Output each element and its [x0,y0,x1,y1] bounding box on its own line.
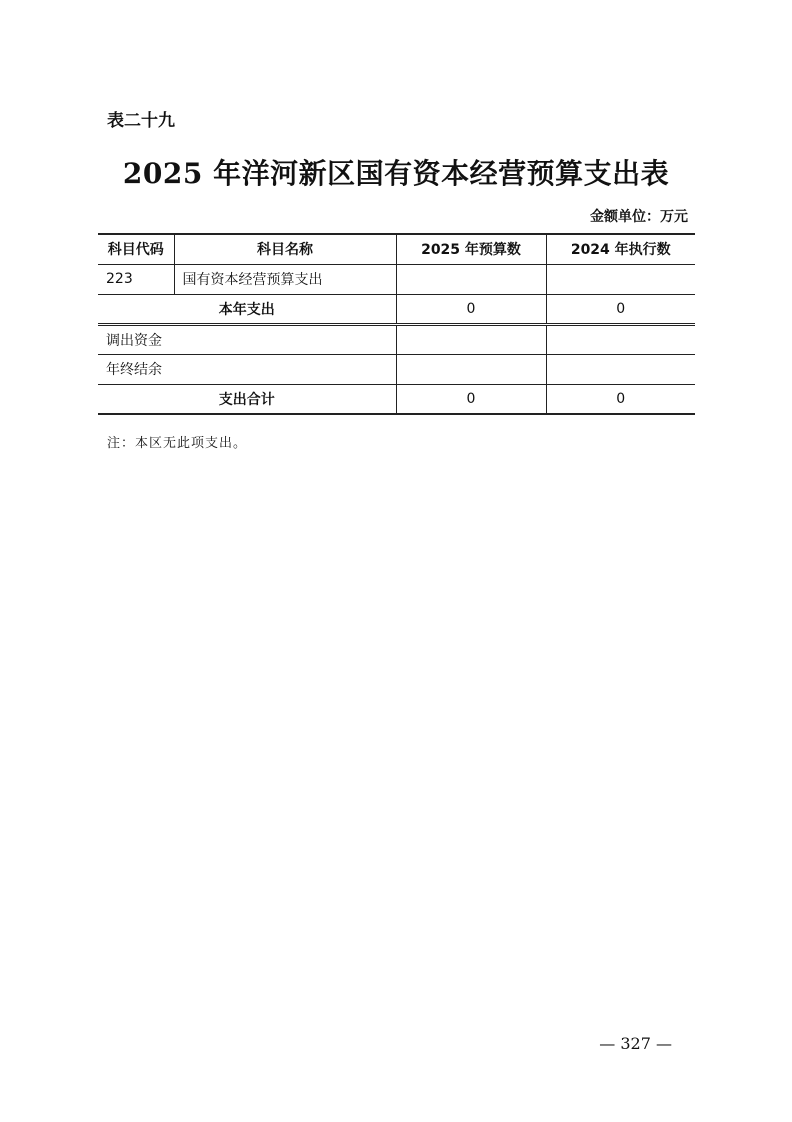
table-header-row [98,234,695,264]
budget-table [98,233,695,415]
header-name: 科目名称 [174,234,396,264]
page-title: 2025 年洋河新区国有资本经营预算支出表 [122,157,670,190]
table-number: 表二十九 [107,111,175,131]
total-budget-2025: 0 [396,384,546,414]
transfer-out-exec-2024 [546,324,695,354]
subtotal-budget-2025: 0 [396,294,546,324]
unit-label: 金额单位：万元 [590,209,688,225]
subtotal-exec-2024: 0 [546,294,695,324]
transfer-out-label: 调出资金 [98,324,396,354]
transfer-out-budget-2025 [396,324,546,354]
subtotal-row [98,294,695,324]
total-row [98,384,695,414]
total-label: 支出合计 [98,384,396,414]
total-exec-2024: 0 [546,384,695,414]
year-end-balance-budget-2025 [396,354,546,384]
header-budget-2025: 2025 年预算数 [396,234,546,264]
table-row [98,324,695,354]
table-row [98,264,695,294]
header-code: 科目代码 [98,234,174,264]
year-end-balance-exec-2024 [546,354,695,384]
header-exec-2024: 2024 年执行数 [546,234,695,264]
row-name: 国有资本经营预算支出 [174,264,396,294]
footnote: 注：本区无此项支出。 [107,436,248,451]
row-budget-2025 [396,264,546,294]
page-number: — 327 — [599,1034,672,1053]
year-end-balance-label: 年终结余 [98,354,396,384]
row-exec-2024 [546,264,695,294]
row-code: 223 [98,264,174,294]
subtotal-label: 本年支出 [98,294,396,324]
table-row [98,354,695,384]
